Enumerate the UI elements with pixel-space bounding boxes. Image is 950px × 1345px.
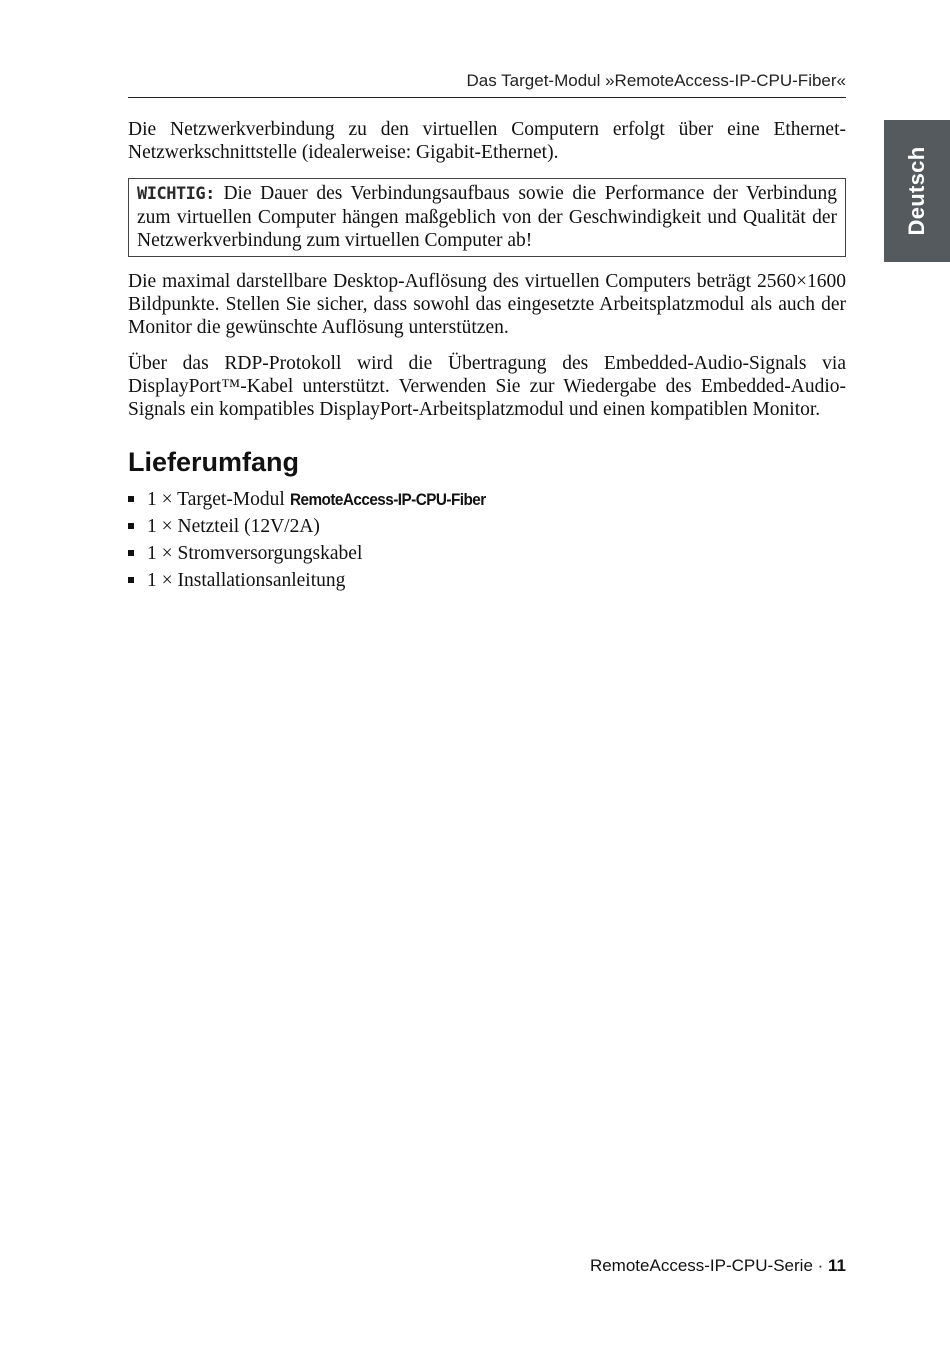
running-header-title: Das Target-Modul »RemoteAccess-IP-CPU-Fiber« [466,71,846,90]
square-bullet-icon [128,550,134,556]
list-item [128,513,846,540]
square-bullet-icon [128,577,134,583]
page-content [128,118,846,594]
language-tab [884,120,950,262]
list-item-text: 1 × Netzteil (12V/2A) [147,516,320,537]
running-header [128,70,846,98]
body-paragraph: Die maximal darstellbare Desktop-Auflösung des virtuellen Computers beträgt 2560×1600 Bildpunkte. Stellen Sie sicher, dass sowohl das eingesetzte Arbeitsplatzmodul als auch der Monitor die gewünschte Auflösung unterstützen. [128,271,846,338]
list-item-text: 1 × Installationsanleitung [147,570,346,591]
list-item [128,540,846,567]
list-item-text: 1 × Target-Modul [147,489,290,510]
language-tab-label: Deutsch [904,146,929,236]
product-name: RemoteAccess-IP-CPU-Fiber [289,490,486,509]
footer-series: RemoteAccess-IP-CPU-Serie · [589,1256,829,1275]
square-bullet-icon [128,496,134,502]
body-paragraph: Die Netzwerkverbindung zu den virtuellen Computern erfolgt über eine Ethernet-Netzwerkschnittstelle (idealerweise: Gigabit-Ethernet). [128,119,846,163]
important-notice-box [128,178,846,257]
notice-text: Die Dauer des Verbindungsaufbaus sowie die Performance der Verbindung zum virtuellen Computer hängen maßgeblich von der Geschwindigkeit und Qualität der Netzwerkverbindung zum virtuellen Computer ab! [137,183,837,251]
delivery-contents-list [128,486,846,594]
list-item [128,486,846,513]
list-item [128,567,846,594]
page-number: 11 [828,1256,846,1275]
square-bullet-icon [128,523,134,529]
body-paragraph: Über das RDP-Protokoll wird die Übertragung des Embedded-Audio-Signals via DisplayPort™-Kabel unterstützt. Verwenden Sie zur Wiedergabe des Embedded-Audio-Signals ein kompatibles DisplayPort-Arbeitsplatzmodul und einen kompatiblen Monitor. [128,353,846,420]
notice-label: WICHTIG: [137,184,215,204]
running-footer [128,1255,846,1277]
section-heading: Lieferumfang [128,447,300,477]
list-item-text: 1 × Stromversorgungskabel [147,543,363,564]
